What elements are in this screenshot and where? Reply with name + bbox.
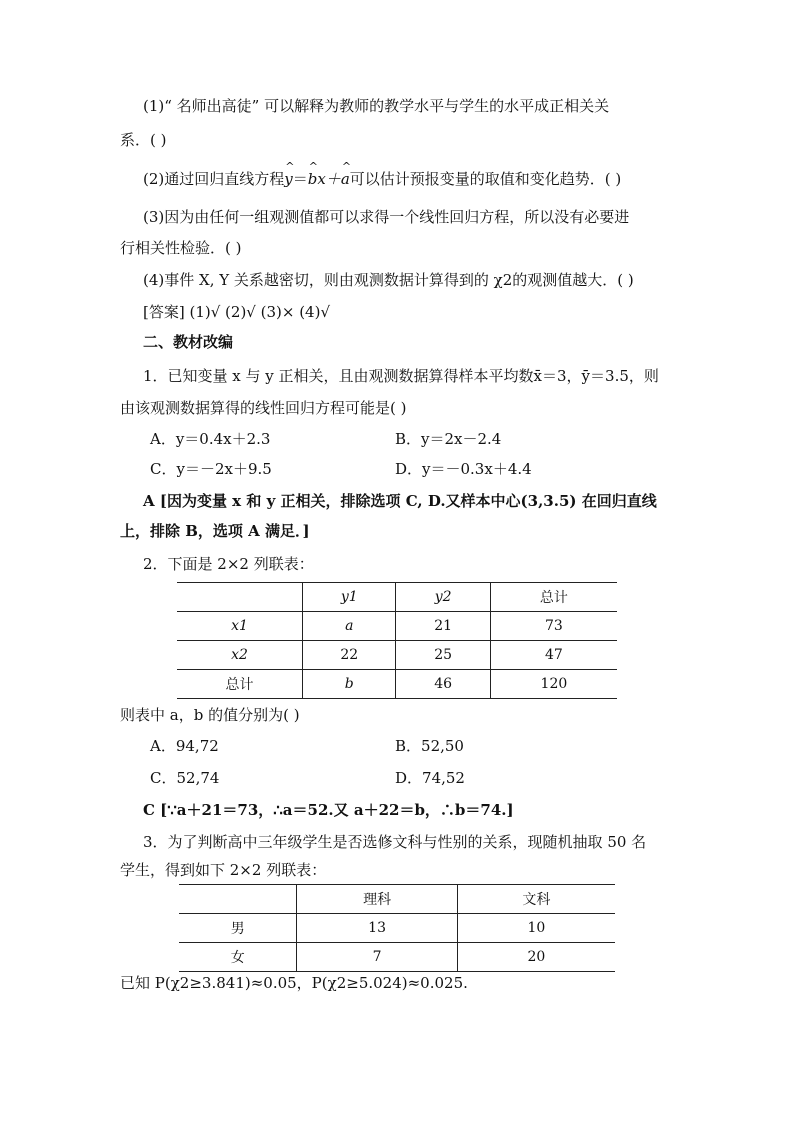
problem1-solution-line1: A [因为变量 x 和 y 正相关，排除选项 C, D.又样本中心(3,3.5) 在回归直线 [143, 492, 657, 510]
problem2-solution: C [∵a＋21＝73，∴a＝52.又 a＋22＝b，∴b＝74.] [143, 801, 514, 819]
table-row [179, 914, 615, 943]
table-cell: 120 [540, 676, 568, 692]
problem1-option-b: B．y＝2x－2.4 [395, 430, 502, 448]
table-row [179, 943, 615, 972]
table-cell: 21 [396, 612, 490, 641]
table-cell: 10 [527, 920, 546, 936]
judgement-answer: [答案] (1)√ (2)√ (3)× (4)√ [143, 303, 331, 321]
table-cell: 理科 [297, 885, 457, 914]
problem2-option-a: A．94,72 [150, 737, 219, 755]
problem3-line2: 学生，得到如下 2×2 列联表： [120, 861, 327, 879]
table-cell: x2 [177, 641, 303, 670]
table-cell: 73 [544, 618, 563, 634]
problem2-question: 则表中 a，b 的值分别为( ) [120, 706, 300, 724]
contingency-table-1 [177, 582, 617, 699]
table-row [177, 670, 617, 699]
table-cell: a [303, 612, 396, 641]
judgement-q1-line2: 系．( ) [120, 131, 167, 149]
table-header-row [177, 583, 617, 612]
problem1-option-a: A．y＝0.4x＋2.3 [150, 430, 271, 448]
table-cell: 文科 [522, 892, 551, 908]
table-cell: 47 [544, 647, 563, 663]
table-cell: 女 [179, 943, 297, 972]
table-cell: 20 [527, 949, 546, 965]
q2-a-hat: ^ a [341, 169, 350, 189]
table-cell: 22 [303, 641, 396, 670]
table-cell: 总计 [177, 670, 303, 699]
table-cell: x1 [177, 612, 303, 641]
q2-x: x＋ [317, 170, 341, 188]
q2-eq: ＝ [292, 170, 308, 188]
q2-y-hat: ^ y [284, 169, 292, 189]
problem2-option-c: C．52,74 [150, 769, 220, 787]
q2-prefix: (2)通过回归直线方程 [143, 170, 285, 188]
table-cell: 25 [396, 641, 490, 670]
judgement-q3-line2: 行相关性检验．( ) [120, 239, 242, 257]
problem2-option-b: B．52,50 [395, 737, 464, 755]
problem2-intro: 2．下面是 2×2 列联表： [143, 555, 314, 573]
table-cell: y2 [396, 583, 490, 612]
q2-suffix: 可以估计预报变量的取值和变化趋势．( ) [349, 170, 622, 188]
table-cell [177, 583, 303, 612]
table-cell: y1 [303, 583, 396, 612]
table-cell: 13 [297, 914, 457, 943]
problem1-solution-line2: 上，排除 B，选项 A 满足．] [120, 522, 310, 540]
problem1-option-c: C．y＝－2x＋9.5 [150, 460, 272, 478]
q2-b-hat: ^ b [308, 169, 318, 189]
table-header-row [179, 885, 615, 914]
table-cell: b [303, 670, 396, 699]
problem1-line1: 1．已知变量 x 与 y 正相关，且由观测数据算得样本平均数x̄＝3，ȳ＝3.5，则 [143, 367, 659, 385]
table-cell: 46 [396, 670, 490, 699]
problem1-option-d: D．y＝－0.3x＋4.4 [395, 460, 532, 478]
contingency-table-2 [179, 884, 615, 972]
judgement-q4: (4)事件 X, Y 关系越密切，则由观测数据计算得到的 χ2的观测值越大．( ) [143, 271, 634, 289]
table-cell [179, 885, 297, 914]
table-cell: 7 [297, 943, 457, 972]
problem2-option-d: D．74,52 [395, 769, 465, 787]
problem3-given: 已知 P(χ2≥3.841)≈0.05，P(χ2≥5.024)≈0.025. [120, 974, 468, 992]
table-row [177, 641, 617, 670]
table-cell: 总计 [539, 590, 568, 606]
judgement-q1-line1: (1)“ 名师出高徒” 可以解释为教师的教学水平与学生的水平成正相关关 [143, 97, 610, 115]
problem1-line2: 由该观测数据算得的线性回归方程可能是( ) [120, 399, 407, 417]
table-row [177, 612, 617, 641]
problem3-line1: 3．为了判断高中三年级学生是否选修文科与性别的关系，现随机抽取 50 名 [143, 833, 647, 851]
judgement-q3-line1: (3)因为由任何一组观测值都可以求得一个线性回归方程，所以没有必要进 [143, 208, 630, 226]
judgement-q2 [143, 169, 621, 189]
table-cell: 男 [179, 914, 297, 943]
section-title: 二、教材改编 [143, 333, 234, 351]
